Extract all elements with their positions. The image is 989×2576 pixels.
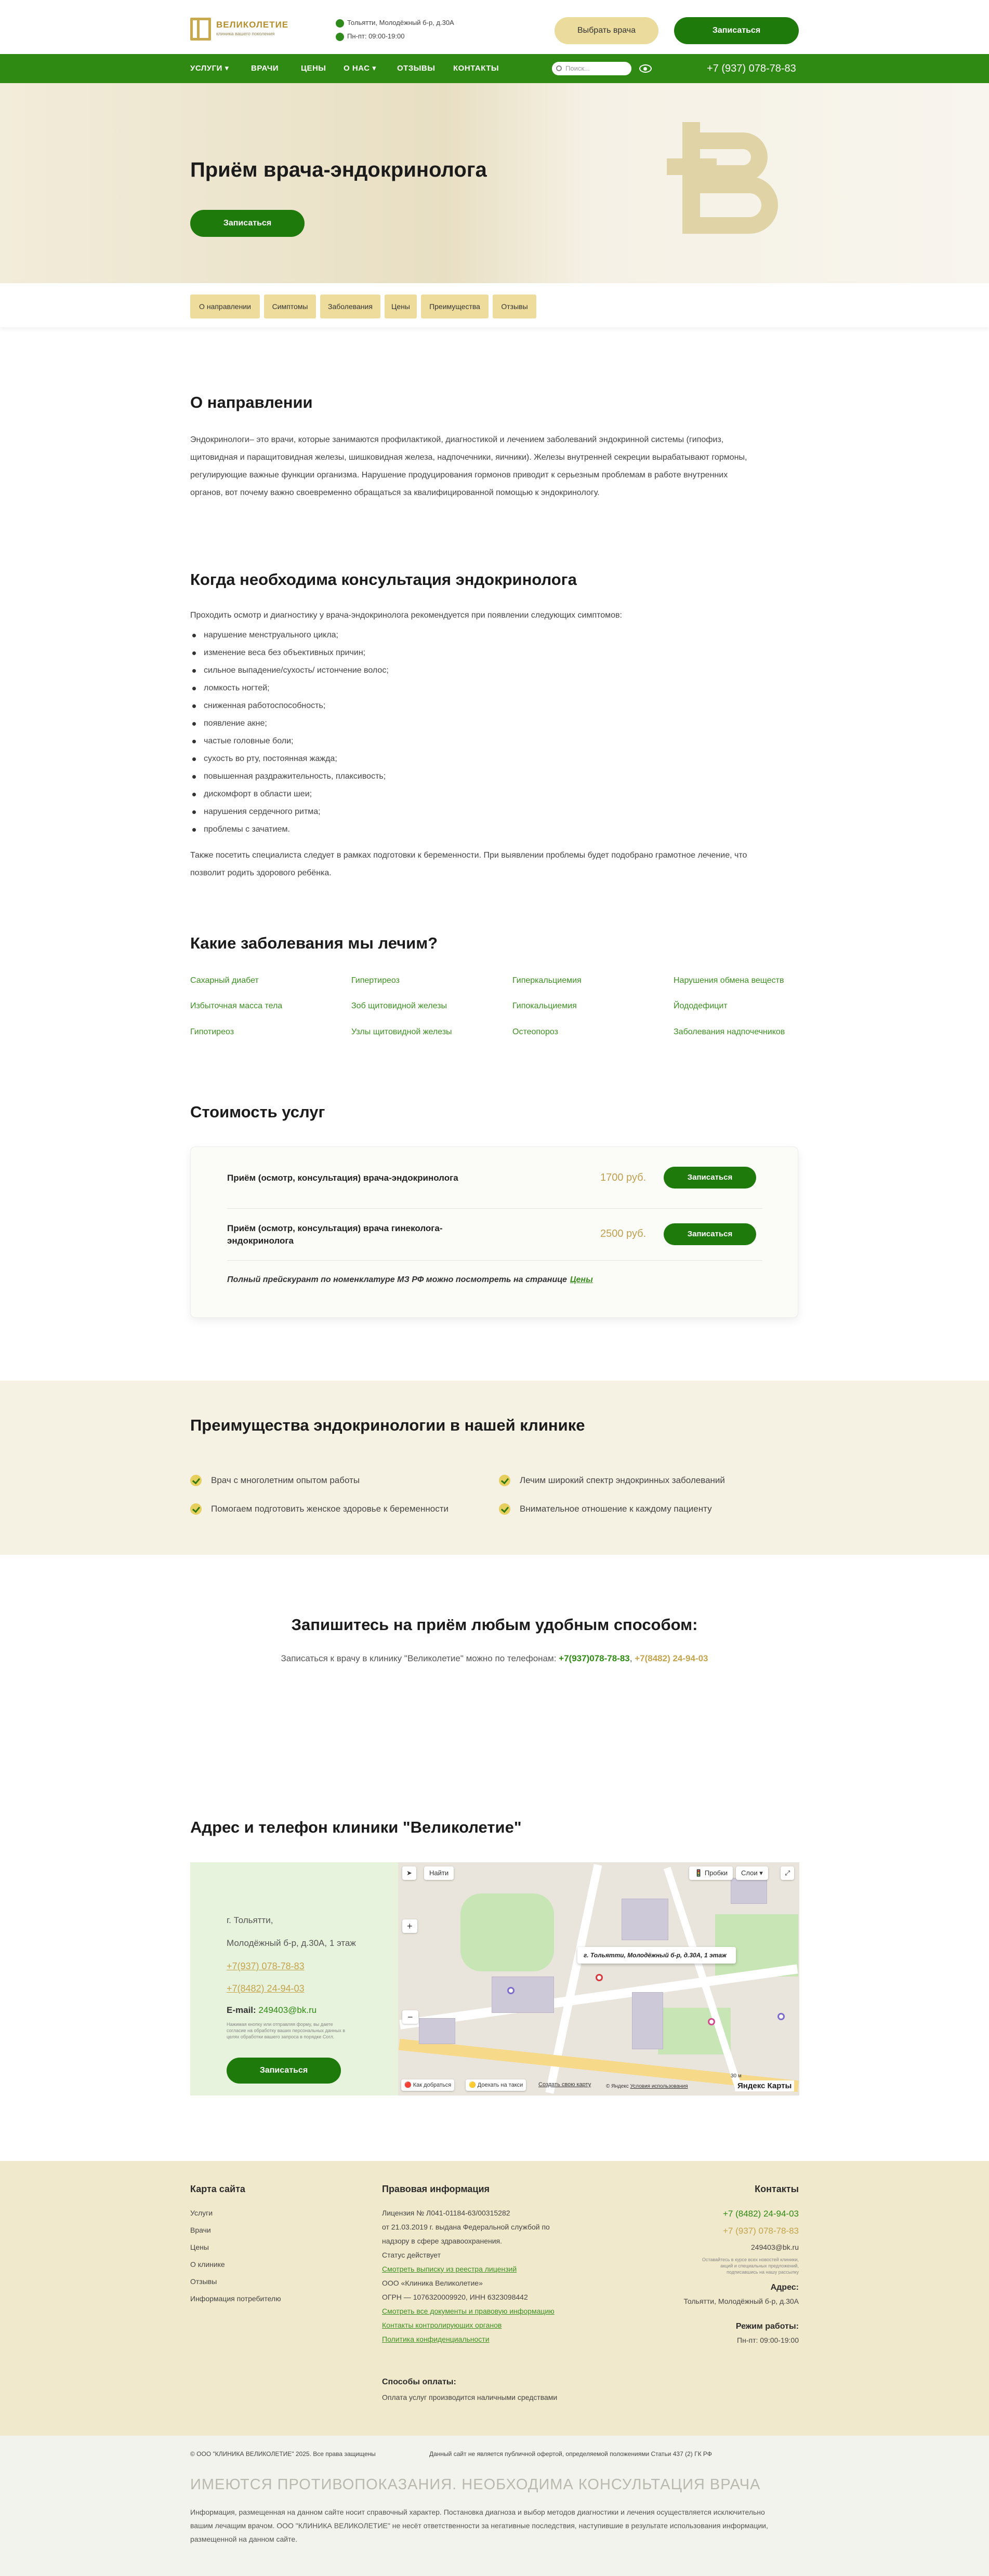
advantage-item: Лечим широкий спектр эндокринных заболеваний	[499, 1474, 725, 1487]
advantage-item: Врач с многолетним опытом работы	[190, 1474, 360, 1487]
nav-phone[interactable]: +7 (937) 078-78-83	[707, 63, 796, 74]
check-icon	[499, 1475, 510, 1486]
check-icon	[499, 1503, 510, 1515]
price-note: Полный прейскурант по номенклатуре МЗ РФ можно посмотреть на странице Цены	[227, 1275, 593, 1284]
legal-line: ООО «Клиника Великолетие»	[382, 2279, 483, 2287]
footer-contacts-title: Контакты	[755, 2184, 799, 2194]
about-text: Эндокринологи– это врачи, которые занимаются профилактикой, диагностикой и лечением заболеваний эндокринной системы (гипофиз, щитовидная и паращитовидная железы, шишковидная железа, надпочечники, яичники). Железы внутренней секреции вырабатывают гормоны, регулирующие важные функции организма. Нарушение продуцирования гормонов приводит к серьезным проблемам в работе внутренних органов, вот почему важно своевременно обращаться за квалифицированной помощью к эндокринологу.	[190, 435, 747, 497]
price-row	[227, 1209, 762, 1261]
payment-text: Оплата услуг производится наличными средствами	[382, 2393, 558, 2401]
location-icon	[336, 19, 344, 28]
accessibility-eye-icon[interactable]	[639, 64, 652, 73]
zoom-in-button[interactable]: +	[402, 1919, 417, 1933]
choose-doctor-button[interactable]: Выбрать врача	[555, 17, 658, 44]
nav-contacts[interactable]: КОНТАКТЫ	[453, 64, 499, 73]
map-own-map-link[interactable]: Создать свою карту	[538, 2081, 591, 2088]
logo-mark-icon	[190, 18, 211, 41]
price-value: 1700 руб.	[600, 1172, 647, 1183]
symptom-item: нарушения сердечного ритма;	[190, 803, 710, 821]
footer-link[interactable]: О клинике	[190, 2260, 225, 2268]
symptom-item: изменение веса без объективных причин;	[190, 644, 710, 662]
footer-link[interactable]: Цены	[190, 2243, 209, 2251]
when-outro: Также посетить специалиста следует в рамках подготовки к беременности. При выявлении проблемы будет подобрано грамотное лечение, что позволит родить здорового ребёнка.	[190, 851, 747, 877]
tab-symptoms[interactable]: Симптомы	[264, 295, 316, 318]
price-signup-button[interactable]: Записаться	[664, 1223, 756, 1245]
disease-link[interactable]: Зоб щитовидной железы	[351, 1002, 447, 1010]
footer-sitemap-title: Карта сайта	[190, 2184, 245, 2194]
booking-phone-2[interactable]: +7(8482) 24-94-03	[635, 1653, 708, 1663]
advantage-item: Внимательное отношение к каждому пациенту	[499, 1502, 712, 1516]
bottom-bar	[0, 2436, 989, 2576]
symptom-item: ломкость ногтей;	[190, 679, 710, 697]
tab-diseases[interactable]: Заболевания	[320, 295, 380, 318]
legal-link[interactable]: Контакты контролирующих органов	[382, 2321, 502, 2329]
symptom-item: нарушение менструального цикла;	[190, 626, 710, 644]
contraindications-warning: ИМЕЮТСЯ ПРОТИВОПОКАЗАНИЯ. НЕОБХОДИМА КОНСУЛЬТАЦИЯ ВРАЧА	[190, 2476, 761, 2493]
section-tabs	[0, 283, 989, 327]
tab-reviews[interactable]: Отзывы	[493, 295, 536, 318]
disease-link[interactable]: Гипотиреоз	[190, 1027, 234, 1036]
disease-link[interactable]: Гипертиреоз	[351, 976, 400, 985]
poi-icon[interactable]	[507, 1987, 515, 1994]
legal-link[interactable]: Смотреть все документы и правовую информацию	[382, 2307, 555, 2315]
footer-hours-title: Режим работы:	[735, 2322, 799, 2331]
logo-brand: ВЕЛИКОЛЕТИЕ	[216, 20, 289, 30]
footer-address: Тольятти, Молодёжный б-р, д.30А	[683, 2297, 799, 2305]
footer-link[interactable]: Врачи	[190, 2226, 211, 2234]
page-title: Приём врача-эндокринолога	[190, 158, 487, 181]
logo-tagline: клиника вашего поколения	[216, 31, 275, 36]
yandex-map[interactable]	[398, 1862, 799, 2095]
tab-advantages[interactable]: Преимущества	[421, 295, 489, 318]
disease-link[interactable]: Сахарный диабет	[190, 976, 259, 985]
disclaimer: Информация, размещенная на данном сайте носит справочный характер. Постановка диагноза и выбор методов диагностики и лечения осуществляется исключительно вашим лечащим врачом. ООО "КЛИНИКА ВЕЛИКОЛЕТИЕ" не несёт ответственности за негативные последствия, наступившие в результате использования информации, размещенной на данном сайте.	[190, 2508, 768, 2543]
nav-about[interactable]: О НАС ▾	[344, 64, 377, 73]
contact-phone-2[interactable]: +7(8482) 24-94-03	[227, 1983, 305, 1994]
disease-link[interactable]: Гипокальциемия	[512, 1002, 577, 1010]
header-hours-text: Пн-пт: 09:00-19:00	[347, 32, 405, 40]
map-scale: 30 м	[731, 2073, 742, 2079]
footer-phone-2[interactable]: +7 (937) 078-78-83	[722, 2226, 799, 2236]
legal-line: от 21.03.2019 г. выдана Федеральной службой по	[382, 2223, 550, 2231]
diseases-title: Какие заболевания мы лечим?	[190, 934, 438, 952]
advantage-item: Помогаем подготовить женское здоровье к беременности	[190, 1502, 449, 1516]
booking-title: Запишитесь на приём любым удобным способом:	[291, 1616, 698, 1634]
disease-link[interactable]: Нарушения обмена веществ	[674, 976, 784, 985]
hero-banner	[0, 83, 989, 283]
nav-prices[interactable]: ЦЕНЫ	[301, 64, 326, 73]
advantages-section	[0, 1381, 989, 1555]
price-table	[190, 1146, 798, 1318]
email-link[interactable]: 249403@bk.ru	[258, 2005, 317, 2015]
footer-link[interactable]: Отзывы	[190, 2277, 217, 2286]
when-intro: Проходить осмотр и диагностику у врача-эндокринолога рекомендуется при появлении следующих симптомов:	[190, 611, 622, 620]
locate-icon[interactable]: ➤	[402, 1866, 416, 1880]
header-address-text: Тольятти, Молодёжный б-р, д.30А	[347, 19, 454, 26]
fullscreen-icon[interactable]: ⤢	[781, 1866, 794, 1880]
main-nav	[0, 54, 989, 83]
disease-link[interactable]: Гиперкальциемия	[512, 976, 582, 985]
contact-city: г. Тольятти,	[227, 1915, 273, 1925]
legal-line: Лицензия № Л041-01184-63/00315282	[382, 2209, 510, 2217]
symptom-item: сухость во рту, постоянная жажда;	[190, 750, 710, 768]
price-service-name: Приём (осмотр, консультация) врача-эндокринолога	[227, 1173, 458, 1183]
search-icon	[556, 65, 562, 71]
offer-note: Данный сайт не является публичной офертой, определяемой положениями Статьи 437 (2) ГК РФ	[429, 2450, 712, 2458]
booking-text: Записаться к врачу в клинику "Великолетие" можно по телефонам: +7(937)078-78-83, +7(8482) 24-94-03	[281, 1653, 708, 1663]
contact-phone-1[interactable]: +7(937) 078-78-83	[227, 1961, 305, 1971]
disease-link[interactable]: Йододефицит	[674, 1002, 728, 1010]
price-note-link[interactable]: Цены	[570, 1275, 593, 1284]
footer-phone-1[interactable]: +7 (8482) 24-94-03	[722, 2209, 799, 2219]
legal-line: надзору в сфере здравоохранения.	[382, 2237, 503, 2245]
advantages-title: Преимущества эндокринологии в нашей клинике	[190, 1416, 585, 1434]
logo[interactable]	[190, 18, 289, 43]
symptoms-list	[190, 626, 710, 838]
map-find-button[interactable]: Найти	[424, 1866, 454, 1880]
when-title: Когда необходима консультация эндокринолога	[190, 570, 577, 589]
symptom-item: сильное выпадение/сухость/ истончение волос;	[190, 662, 710, 679]
map-brand[interactable]: Яндекс Карты	[735, 2080, 794, 2091]
footer-note: Оставайтесь в курсе всех новостей клиники, акций и специальных предложений, подписавшись на нашу рассылку	[702, 2257, 799, 2275]
prices-title: Стоимость услуг	[190, 1103, 325, 1121]
nav-reviews[interactable]: ОТЗЫВЫ	[397, 64, 436, 73]
contact-street: Молодёжный б-р, д.30А, 1 этаж	[227, 1938, 356, 1948]
disease-link[interactable]: Узлы щитовидной железы	[351, 1027, 452, 1036]
booking-phone-1[interactable]: +7(937)078-78-83	[559, 1653, 630, 1663]
map-taxi-button[interactable]: 🟡 Доехать на такси	[466, 2079, 526, 2091]
search-input[interactable]: Поиск...	[552, 62, 631, 75]
map-layers-button[interactable]: Слои ▾	[736, 1866, 768, 1880]
nav-doctors[interactable]: ВРАЧИ	[251, 64, 279, 73]
contacts-panel	[190, 1862, 398, 2095]
symptom-item: дискомфорт в области шеи;	[190, 785, 710, 803]
legal-link[interactable]: Политика конфиденциальности	[382, 2335, 490, 2343]
clock-icon	[336, 33, 344, 41]
tab-about[interactable]: О направлении	[190, 295, 260, 318]
map-traffic-button[interactable]: 🚦 Пробки	[689, 1866, 733, 1880]
legal-line: ОГРН — 1076320009920, ИНН 6323098442	[382, 2293, 528, 2301]
symptom-item: появление акне;	[190, 715, 710, 732]
check-icon	[190, 1475, 202, 1486]
contact-email: E-mail: 249403@bk.ru	[227, 2005, 317, 2015]
map-copyright: © Яндекс Условия использования	[606, 2084, 688, 2089]
copyright: © ООО "КЛИНИКА ВЕЛИКОЛЕТИЕ" 2025. Все права защищены	[190, 2450, 376, 2458]
footer-legal-title: Правовая информация	[382, 2184, 490, 2194]
price-value: 2500 руб.	[600, 1228, 647, 1239]
disease-link[interactable]: Избыточная масса тела	[190, 1002, 283, 1010]
poi-icon[interactable]	[708, 2018, 715, 2025]
footer-link[interactable]: Услуги	[190, 2209, 213, 2217]
map-route-button[interactable]: 🔴 Как добраться	[401, 2079, 454, 2091]
header-address	[336, 19, 454, 28]
legal-link[interactable]: Смотреть выписку из реестра лицензий	[382, 2265, 517, 2273]
footer-address-title: Адрес:	[770, 2283, 799, 2292]
price-signup-button[interactable]: Записаться	[664, 1167, 756, 1189]
nav-services[interactable]: УСЛУГИ ▾	[190, 64, 229, 73]
symptom-item: сниженная работоспособность;	[190, 697, 710, 715]
price-service-name: Приём (осмотр, консультация) врача гинеколога-эндокринолога	[227, 1223, 443, 1246]
header-hours	[336, 32, 404, 41]
footer	[0, 2161, 989, 2436]
contacts-signup-button[interactable]: Записаться	[227, 2058, 341, 2084]
check-icon	[190, 1503, 202, 1515]
symptom-item: повышенная раздражительность, плаксивость;	[190, 768, 710, 785]
poi-icon[interactable]	[777, 2013, 785, 2020]
tab-prices[interactable]: Цены	[385, 295, 417, 318]
footer-link[interactable]: Информация потребителю	[190, 2294, 281, 2303]
contacts-title: Адрес и телефон клиники "Великолетие"	[190, 1818, 522, 1836]
hero-signup-button[interactable]: Записаться	[190, 210, 305, 237]
top-header	[0, 0, 989, 54]
signup-button[interactable]: Записаться	[674, 17, 799, 44]
brand-watermark-icon	[667, 122, 778, 234]
disease-link[interactable]: Остеопороз	[512, 1027, 558, 1036]
footer-hours: Пн-пт: 09:00-19:00	[737, 2336, 799, 2344]
map-balloon: г. Тольятти, Молодёжный б-р, д.30А, 1 этаж	[577, 1947, 736, 1964]
payment-title: Способы оплаты:	[382, 2378, 456, 2386]
map-marker-icon[interactable]	[596, 1974, 603, 1981]
zoom-out-button[interactable]: −	[402, 2010, 418, 2024]
about-title: О направлении	[190, 393, 313, 411]
contacts-block	[190, 1862, 799, 2095]
price-row	[227, 1147, 762, 1209]
symptom-item: проблемы с зачатием.	[190, 821, 710, 838]
symptom-item: частые головные боли;	[190, 732, 710, 750]
legal-line: Статус действует	[382, 2251, 441, 2259]
consent-note: Нажимая кнопку или отправляя форму, вы даете согласие на обработку ваших персональных данных в целях обработки вашего запроса в порядке Согл.	[227, 2022, 345, 2039]
footer-email[interactable]: 249403@bk.ru	[750, 2243, 799, 2251]
disease-link[interactable]: Заболевания надпочечников	[674, 1027, 785, 1036]
